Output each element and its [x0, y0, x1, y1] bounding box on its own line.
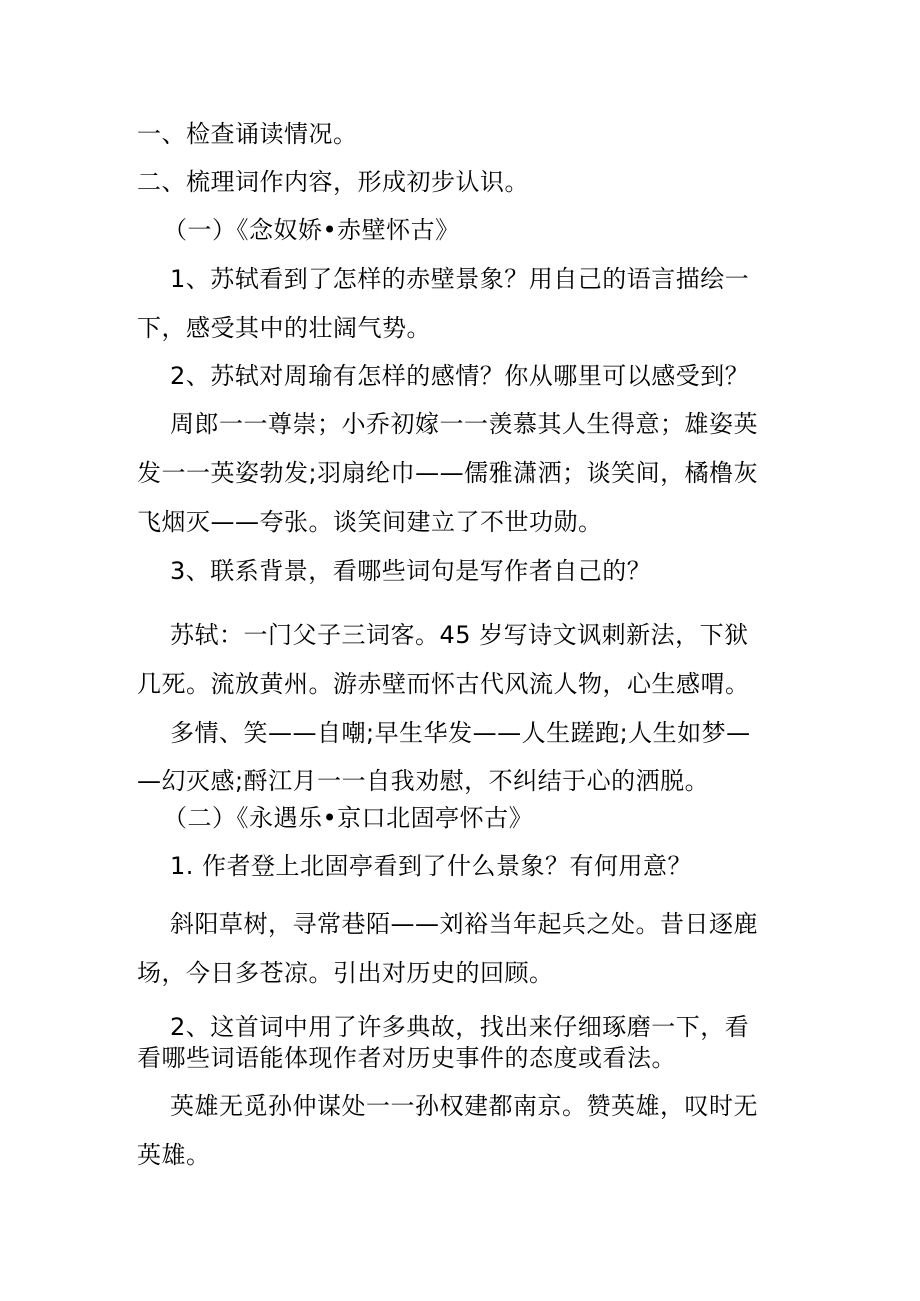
question-2: 2、苏轼对周瑜有怎样的感情？你从哪里可以感受到？ — [170, 362, 750, 390]
question-1-line-1: 1、苏轼看到了怎样的赤壁景象？用自己的语言描绘一 — [170, 265, 750, 293]
question-4: 1. 作者登上北固亭看到了什么景象？有何用意？ — [170, 852, 693, 880]
answer-3-line-2: 几死。流放黄州。游赤壁而怀古代风流人物，心生感喟。 — [137, 670, 750, 698]
answer-2-line-3: 飞烟灭——夸张。谈笑间建立了不世功勋。 — [137, 508, 603, 536]
section-title-2: （二）《永遇乐•京口北固亭怀古》 — [163, 804, 534, 832]
answer-3-line-1: 苏轼：一门父子三词客。45 岁写诗文讽刺新法，下狱 — [170, 621, 749, 649]
answer-2-line-1: 周郎一一尊崇；小乔初嫁一一羡慕其人生得意；雄姿英 — [170, 410, 758, 438]
answer-5-line-1: 英雄无觅孙仲谋处一一孙权建都南京。赞英雄，叹时无 — [170, 1092, 758, 1120]
answer-3-line-3: 多情、笑——自嘲;早生华发——人生蹉跑;人生如梦— — [170, 719, 751, 747]
question-3: 3、联系背景，看哪些词句是写作者自己的？ — [170, 557, 652, 585]
section-title-1: （一）《念奴娇•赤壁怀古》 — [163, 216, 460, 244]
answer-3-line-4: —幻灭感;酹江月一一自我劝慰，不纠结于心的洒脱。 — [137, 767, 710, 795]
question-5-line-2: 看哪些词语能体现作者对历史事件的态度或看法。 — [137, 1044, 676, 1072]
answer-4-line-2: 场，今日多苍凉。引出对历史的回顾。 — [137, 959, 554, 987]
heading-1: 一、检查诵读情况。 — [137, 120, 358, 148]
answer-5-line-2: 英雄。 — [137, 1141, 211, 1169]
question-1-line-2: 下，感受其中的壮阔气势。 — [137, 314, 431, 342]
heading-2: 二、梳理词作内容，形成初步认识。 — [137, 168, 529, 196]
answer-4-line-1: 斜阳草树，寻常巷陌——刘裕当年起兵之处。昔日逐鹿 — [170, 910, 758, 938]
answer-2-line-2: 发一一英姿勃发;羽扇纶巾——儒雅潇洒；谈笑间，橘橹灰 — [137, 459, 759, 487]
question-5-line-1: 2、这首词中用了许多典故，找出来仔细琢磨一下，看 — [170, 1013, 750, 1041]
